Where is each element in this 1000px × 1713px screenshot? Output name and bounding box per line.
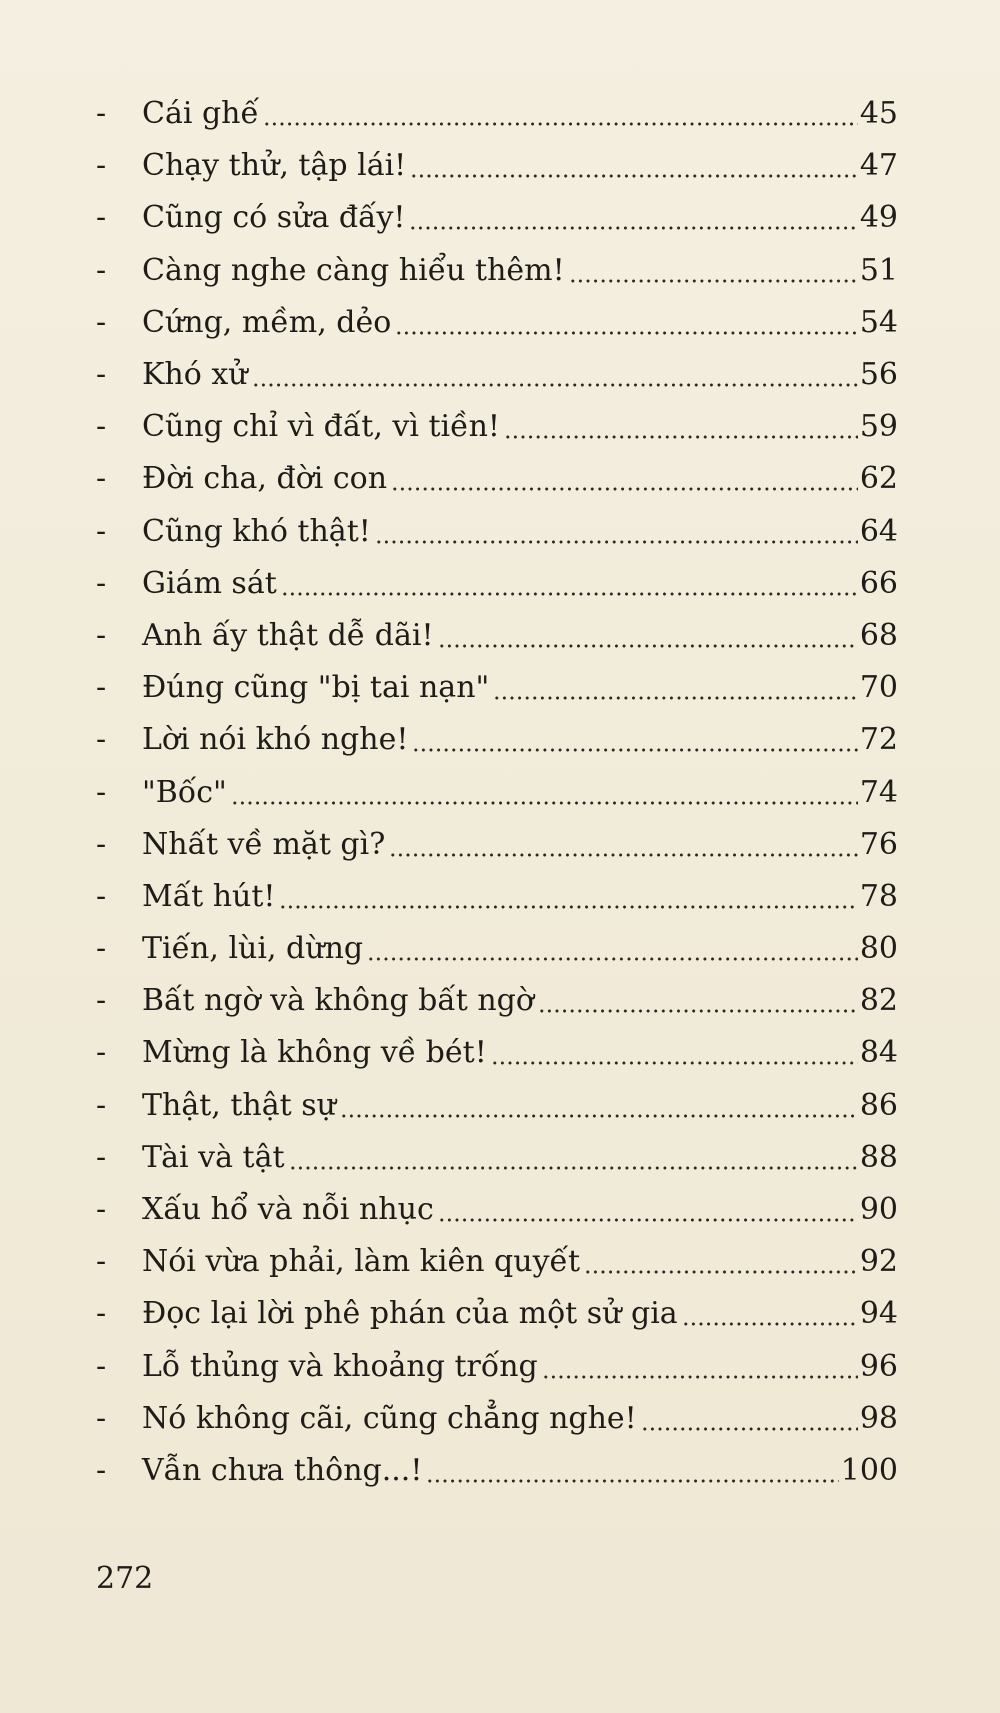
page-number: 272 bbox=[96, 1561, 154, 1596]
toc-entry-title: Lỗ thủng và khoảng trống bbox=[142, 1348, 538, 1384]
toc-entry-page: 76 bbox=[859, 826, 898, 862]
toc-entry-page: 94 bbox=[859, 1296, 898, 1332]
toc-entry-page: 54 bbox=[859, 304, 898, 340]
toc-dot-leader bbox=[426, 1479, 838, 1483]
toc-entry-page: 82 bbox=[859, 983, 898, 1019]
toc-entry-dash: - bbox=[96, 565, 107, 601]
toc-entry-page: 88 bbox=[859, 1139, 898, 1175]
toc-entry bbox=[96, 297, 898, 349]
toc-entry-page: 59 bbox=[859, 409, 898, 445]
toc-entry-title: Cũng khó thật! bbox=[142, 513, 371, 549]
toc-entry-dash: - bbox=[96, 617, 107, 653]
toc-entry-page: 74 bbox=[859, 774, 898, 810]
toc-entry-dash: - bbox=[96, 670, 107, 706]
toc-dot-leader bbox=[231, 801, 858, 805]
toc-entry-title: Tiến, lùi, dừng bbox=[142, 931, 364, 967]
toc-dot-leader bbox=[409, 226, 857, 230]
toc-entry-page: 68 bbox=[859, 617, 898, 653]
toc-dot-leader bbox=[641, 1427, 858, 1431]
toc-entry bbox=[96, 975, 898, 1027]
toc-entry-dash: - bbox=[96, 1348, 107, 1384]
toc-entry-title: Nó không cãi, cũng chẳng nghe! bbox=[142, 1400, 637, 1436]
toc-entry-dash: - bbox=[96, 826, 107, 862]
toc-dot-leader bbox=[340, 1114, 858, 1118]
toc-entry-dash: - bbox=[96, 878, 107, 914]
toc-entry-dash: - bbox=[96, 1400, 107, 1436]
toc-entry bbox=[96, 88, 898, 140]
toc-entry bbox=[96, 1080, 898, 1132]
toc-entry-page: 64 bbox=[859, 513, 898, 549]
toc-entry-title: Bất ngờ và không bất ngờ bbox=[142, 983, 534, 1019]
toc-entry bbox=[96, 714, 898, 766]
toc-dot-leader bbox=[542, 1375, 858, 1379]
toc-entry-dash: - bbox=[96, 1139, 107, 1175]
toc-entry-dash: - bbox=[96, 1452, 107, 1488]
toc-entry-title: Cứng, mềm, dẻo bbox=[142, 304, 392, 340]
toc-entry-title: Lời nói khó nghe! bbox=[142, 722, 409, 758]
toc-entry bbox=[96, 245, 898, 297]
toc-entry-page: 72 bbox=[859, 722, 898, 758]
toc-dot-leader bbox=[569, 279, 858, 283]
toc-entry-title: Nhất về mặt gì? bbox=[142, 826, 386, 862]
toc-entry-dash: - bbox=[96, 96, 107, 132]
toc-entry bbox=[96, 819, 898, 871]
toc-entry-dash: - bbox=[96, 357, 107, 393]
toc-dot-leader bbox=[682, 1322, 858, 1326]
toc-dot-leader bbox=[395, 331, 857, 335]
toc-dot-leader bbox=[538, 1009, 858, 1013]
toc-entry-dash: - bbox=[96, 774, 107, 810]
toc-entry bbox=[96, 766, 898, 818]
toc-entry bbox=[96, 923, 898, 975]
toc-entry bbox=[96, 1393, 898, 1445]
toc-entry-dash: - bbox=[96, 1244, 107, 1280]
toc-entry bbox=[96, 1027, 898, 1079]
toc-entry bbox=[96, 1236, 898, 1288]
toc-entry-page: 80 bbox=[859, 931, 898, 967]
toc-entry bbox=[96, 349, 898, 401]
toc-dot-leader bbox=[410, 174, 858, 178]
toc-dot-leader bbox=[375, 540, 858, 544]
toc-entry-page: 47 bbox=[859, 148, 898, 184]
toc-dot-leader bbox=[279, 905, 857, 909]
toc-entry bbox=[96, 453, 898, 505]
toc-dot-leader bbox=[263, 122, 858, 126]
toc-entry-title: Cũng chỉ vì đất, vì tiền! bbox=[142, 409, 500, 445]
toc-entry-title: Thật, thật sự bbox=[142, 1087, 336, 1123]
toc-entry-page: 51 bbox=[859, 252, 898, 288]
toc-entry-dash: - bbox=[96, 461, 107, 497]
toc-entry-title: Mừng là không về bét! bbox=[142, 1035, 487, 1071]
toc-entry-page: 70 bbox=[859, 670, 898, 706]
toc-entry-title: Cũng có sửa đấy! bbox=[142, 200, 406, 236]
toc-entry-title: Đời cha, đời con bbox=[142, 461, 388, 497]
toc-entry-page: 62 bbox=[859, 461, 898, 497]
toc-dot-leader bbox=[438, 1218, 858, 1222]
toc-entry-page: 86 bbox=[859, 1087, 898, 1123]
toc-entry-page: 98 bbox=[859, 1400, 898, 1436]
toc-dot-leader bbox=[281, 592, 858, 596]
toc-entry bbox=[96, 662, 898, 714]
toc-dot-leader bbox=[438, 644, 858, 648]
toc-entry-dash: - bbox=[96, 409, 107, 445]
toc-entry-title: Càng nghe càng hiểu thêm! bbox=[142, 252, 565, 288]
toc-entry-title: Đọc lại lời phê phán của một sử gia bbox=[142, 1296, 678, 1332]
toc-entry-dash: - bbox=[96, 304, 107, 340]
toc-entry bbox=[96, 192, 898, 244]
toc-entry-page: 84 bbox=[859, 1035, 898, 1071]
toc-entry-dash: - bbox=[96, 983, 107, 1019]
toc-entry-page: 100 bbox=[840, 1452, 898, 1488]
toc-entry-title: Xấu hổ và nỗi nhục bbox=[142, 1192, 434, 1228]
toc-entry-dash: - bbox=[96, 148, 107, 184]
toc-entry bbox=[96, 1445, 898, 1497]
toc-entry-dash: - bbox=[96, 1296, 107, 1332]
toc-entry-title: Mất hút! bbox=[142, 878, 276, 914]
toc-entry bbox=[96, 1184, 898, 1236]
toc-entry-dash: - bbox=[96, 252, 107, 288]
toc-entry-page: 56 bbox=[859, 357, 898, 393]
toc-entry-page: 49 bbox=[859, 200, 898, 236]
toc-entry-title: Cái ghế bbox=[142, 96, 259, 132]
toc-dot-leader bbox=[252, 383, 858, 387]
toc-entry bbox=[96, 140, 898, 192]
toc-entry bbox=[96, 401, 898, 453]
toc-entry-title: Vẫn chưa thông...! bbox=[142, 1452, 423, 1488]
toc-entry bbox=[96, 1341, 898, 1393]
toc-entry bbox=[96, 610, 898, 662]
toc-entry-dash: - bbox=[96, 1035, 107, 1071]
toc-entry-title: Giám sát bbox=[142, 565, 277, 601]
toc-entry-title: Chạy thử, tập lái! bbox=[142, 148, 407, 184]
toc-entry-dash: - bbox=[96, 200, 107, 236]
toc-entry bbox=[96, 558, 898, 610]
toc-entry-dash: - bbox=[96, 1192, 107, 1228]
toc-entry-page: 66 bbox=[859, 565, 898, 601]
toc-entry-dash: - bbox=[96, 931, 107, 967]
toc-entry bbox=[96, 1288, 898, 1340]
toc-dot-leader bbox=[504, 435, 858, 439]
toc-entry-title: Tài và tật bbox=[142, 1139, 285, 1175]
toc-entry-title: Khó xử bbox=[142, 357, 248, 393]
table-of-contents bbox=[96, 88, 898, 1497]
toc-dot-leader bbox=[289, 1166, 858, 1170]
toc-dot-leader bbox=[391, 487, 858, 491]
toc-entry-page: 45 bbox=[859, 96, 898, 132]
toc-entry bbox=[96, 506, 898, 558]
toc-dot-leader bbox=[367, 957, 858, 961]
toc-entry-page: 78 bbox=[859, 878, 898, 914]
toc-dot-leader bbox=[389, 853, 858, 857]
toc-entry-page: 96 bbox=[859, 1348, 898, 1384]
toc-dot-leader bbox=[493, 696, 857, 700]
toc-entry bbox=[96, 871, 898, 923]
toc-dot-leader bbox=[412, 748, 857, 752]
toc-entry-title: Nói vừa phải, làm kiên quyết bbox=[142, 1244, 581, 1280]
toc-entry-dash: - bbox=[96, 722, 107, 758]
toc-entry bbox=[96, 1132, 898, 1184]
toc-dot-leader bbox=[584, 1270, 858, 1274]
toc-entry-page: 92 bbox=[859, 1244, 898, 1280]
toc-entry-title: Đúng cũng "bị tai nạn" bbox=[142, 670, 490, 706]
toc-entry-title: "Bốc" bbox=[142, 774, 227, 810]
toc-entry-page: 90 bbox=[859, 1192, 898, 1228]
toc-entry-dash: - bbox=[96, 513, 107, 549]
toc-entry-dash: - bbox=[96, 1087, 107, 1123]
toc-entry-title: Anh ấy thật dễ dãi! bbox=[142, 617, 434, 653]
toc-dot-leader bbox=[491, 1061, 858, 1065]
